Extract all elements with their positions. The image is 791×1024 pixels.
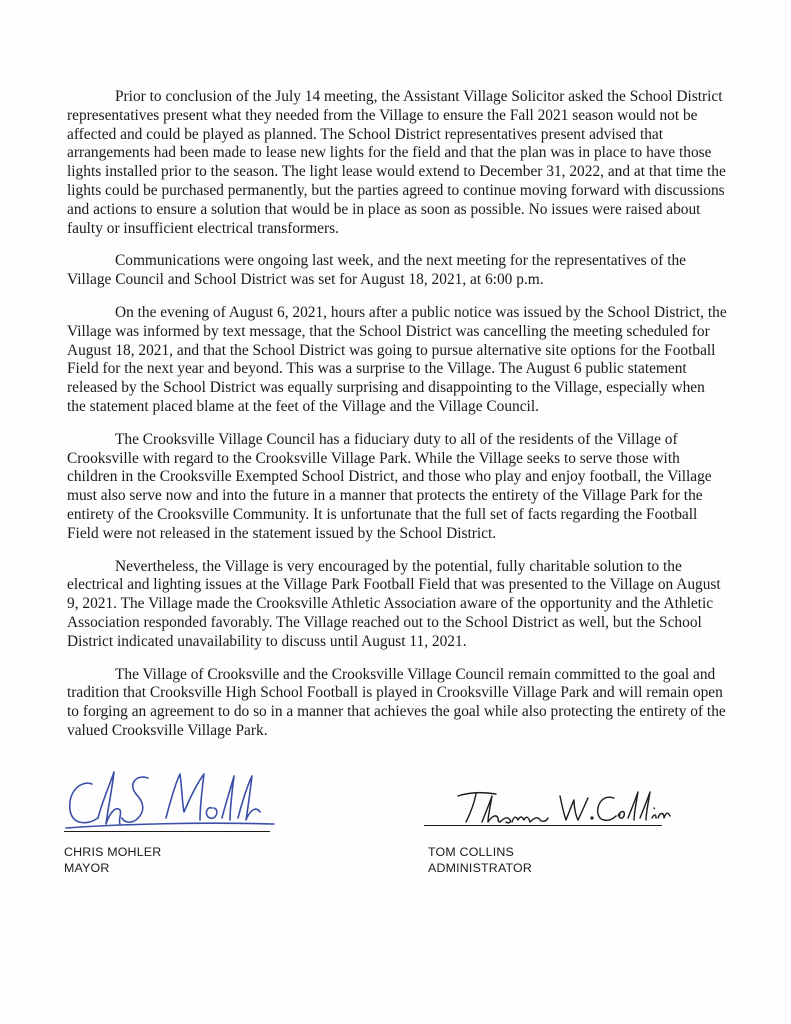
paragraph-2: Communications were ongoing last week, and the next meeting for the representatives of the Village Council and School District was set for August 18, 2021, at 6:00 p.m. — [67, 252, 686, 289]
mayor-signature-block — [64, 844, 161, 876]
paragraph-4: The Crooksville Village Council has a fiduciary duty to all of the residents of the Village of Crooksville with regard to the Crooksville Village Park. While the Village seeks to serve those with children in the Crooksville Exempted School District, and those who play and enjoy football, the Village must also serve now and into the future in a manner that protects the entirety of the Village Park for the entirety of the Crooksville Community. It is unfortunate that the full set of facts regarding the Football Field were not released in the statement issued by the School District. — [67, 430, 712, 542]
administrator-name: TOM COLLINS — [428, 845, 514, 859]
mayor-name: CHRIS MOHLER — [64, 845, 162, 859]
paragraph-3: On the evening of August 6, 2021, hours after a public notice was issued by the School District, the Village was informed by text message, that the School District was cancelling the meeting scheduled for August 18, 2021, and that the School District was going to pursue alternative site options for the Football Field for the next year and beyond. This was a surprise to the Village. The August 6 public statement released by the School District was equally surprising and disappointing to the Village, especially when the statement placed blame at the feet of the Village and the Village Council. — [67, 303, 727, 415]
paragraph-5: Nevertheless, the Village is very encouraged by the potential, fully charitable solution to the electrical and lighting issues at the Village Park Football Field that was presented to the Village on August 9, 2021. The Village made the Crooksville Athletic Association aware of the opportunity and the Athletic Association responded favorably. The Village reached out to the School District as well, but the School District indicated unavailability to discuss until August 11, 2021. — [67, 557, 721, 650]
letter-body — [67, 88, 727, 755]
paragraph-6: The Village of Crooksville and the Crooksville Village Council remain committed to the goal and tradition that Crooksville High School Football is played in Crooksville Village Park and will remain open to forging an agreement to do so in a manner that achieves the goal while also protecting the entirety of the valued Crooksville Village Park. — [67, 665, 726, 739]
administrator-signature-line — [424, 825, 662, 826]
administrator-title: ADMINISTRATOR — [428, 861, 533, 875]
mayor-title: MAYOR — [64, 861, 110, 875]
mayor-signature-image — [62, 762, 282, 842]
mayor-signature-line — [64, 831, 270, 832]
administrator-signature-block — [428, 844, 532, 876]
paragraph-1: Prior to conclusion of the July 14 meeting, the Assistant Village Solicitor asked the School District representatives present what they needed from the Village to ensure the Fall 2021 season would not be affected and could be played as planned. The School District representatives present advised that arrangements had been made to lease new lights for the field and that the plan was in place to have those lights installed prior to the season. The light lease would extend to December 31, 2022, and at that time the lights could be purchased permanently, but the parties agreed to continue moving forward with discussions and actions to ensure a solution that would be in place as soon as possible. No issues were raised about faulty or insufficient electrical transformers. — [67, 88, 726, 237]
